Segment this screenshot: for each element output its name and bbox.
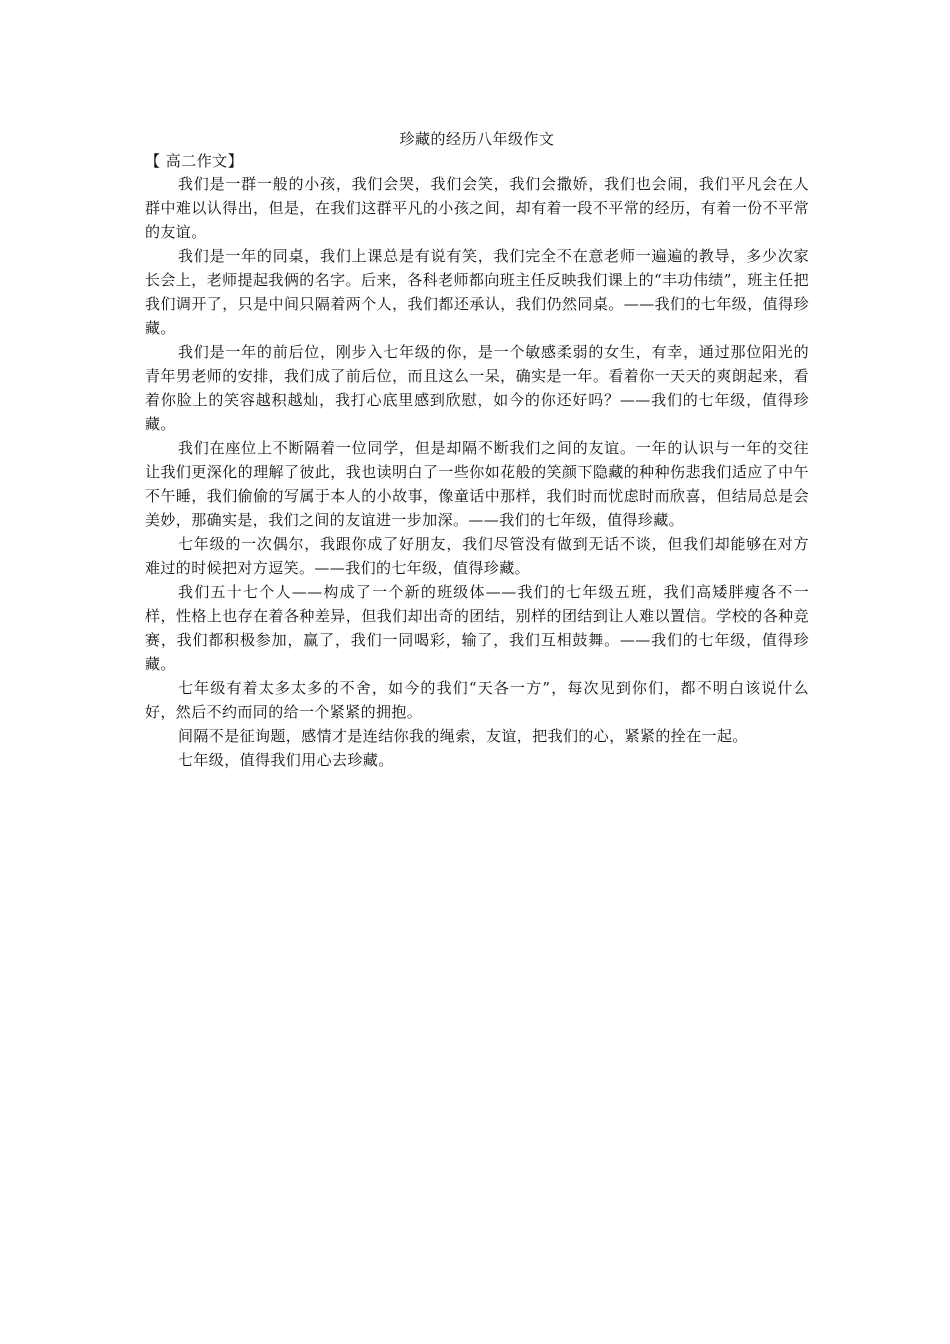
paragraph: 我们是一年的同桌，我们上课总是有说有笑，我们完全不在意老师一遍遍的教导，多少次家长会上，老师提起我俩的名字。后来，各科老师都向班主任反映我们课上的“丰功伟绩”，班主任把我们调开了，只是中间只隔着两个人，我们都还承认，我们仍然同桌。——我们的七年级，值得珍藏。 — [145, 247, 809, 337]
paragraph: 七年级，值得我们用心去珍藏。 — [178, 751, 394, 769]
paragraph: 我们是一年的前后位，刚步入七年级的你，是一个敏感柔弱的女生，有幸，通过那位阳光的青年男老师的安排，我们成了前后位，而且这么一呆，确实是一年。看着你一天天的爽朗起来，看着你脸上的笑容越积越灿，我打心底里感到欣慰，如今的你还好吗？——我们的七年级，值得珍藏。 — [145, 343, 809, 433]
paragraph: 我们在座位上不断隔着一位同学，但是却隔不断我们之间的友谊。一年的认识与一年的交往让我们更深化的理解了彼此，我也读明白了一些你如花般的笑颜下隐藏的种种伤悲我们适应了中午不午睡，我们偷偷的写属于本人的小故事，像童话中那样，我们时而忧虑时而欣喜，但结局总是会美妙，那确实是，我们之间的友谊进一步加深。——我们的七年级，值得珍藏。 — [145, 439, 809, 529]
paragraph: 七年级有着太多太多的不舍，如今的我们“天各一方”，每次见到你们，都不明白该说什么好，然后不约而同的给一个紧紧的拥抱。 — [145, 679, 809, 721]
paragraph: 我们是一群一般的小孩，我们会哭，我们会笑，我们会撒娇，我们也会闹，我们平凡会在人群中难以认得出，但是，在我们这群平凡的小孩之间，却有着一段不平常的经历，有着一份不平常的友谊。 — [145, 175, 809, 241]
document-title: 珍藏的经历八年级作文 — [399, 130, 555, 148]
paragraph: 间隔不是征询题，感情才是连结你我的绳索，友谊，把我们的心，紧紧的拴在一起。 — [178, 727, 748, 745]
paragraph: 七年级的一次偶尔，我跟你成了好朋友，我们尽管没有做到无话不谈，但我们却能够在对方难过的时候把对方逗笑。——我们的七年级，值得珍藏。 — [145, 535, 809, 577]
category-label: 【 高二作文】 — [145, 152, 244, 170]
paragraph: 我们五十七个人——构成了一个新的班级体——我们的七年级五班，我们高矮胖瘦各不一样，性格上也存在着各种差异，但我们却出奇的团结，别样的团结到让人难以置信。学校的各种竞赛，我们都积极参加，赢了，我们一同喝彩，输了，我们互相鼓舞。——我们的七年级，值得珍藏。 — [145, 583, 809, 673]
document-page — [145, 128, 809, 772]
